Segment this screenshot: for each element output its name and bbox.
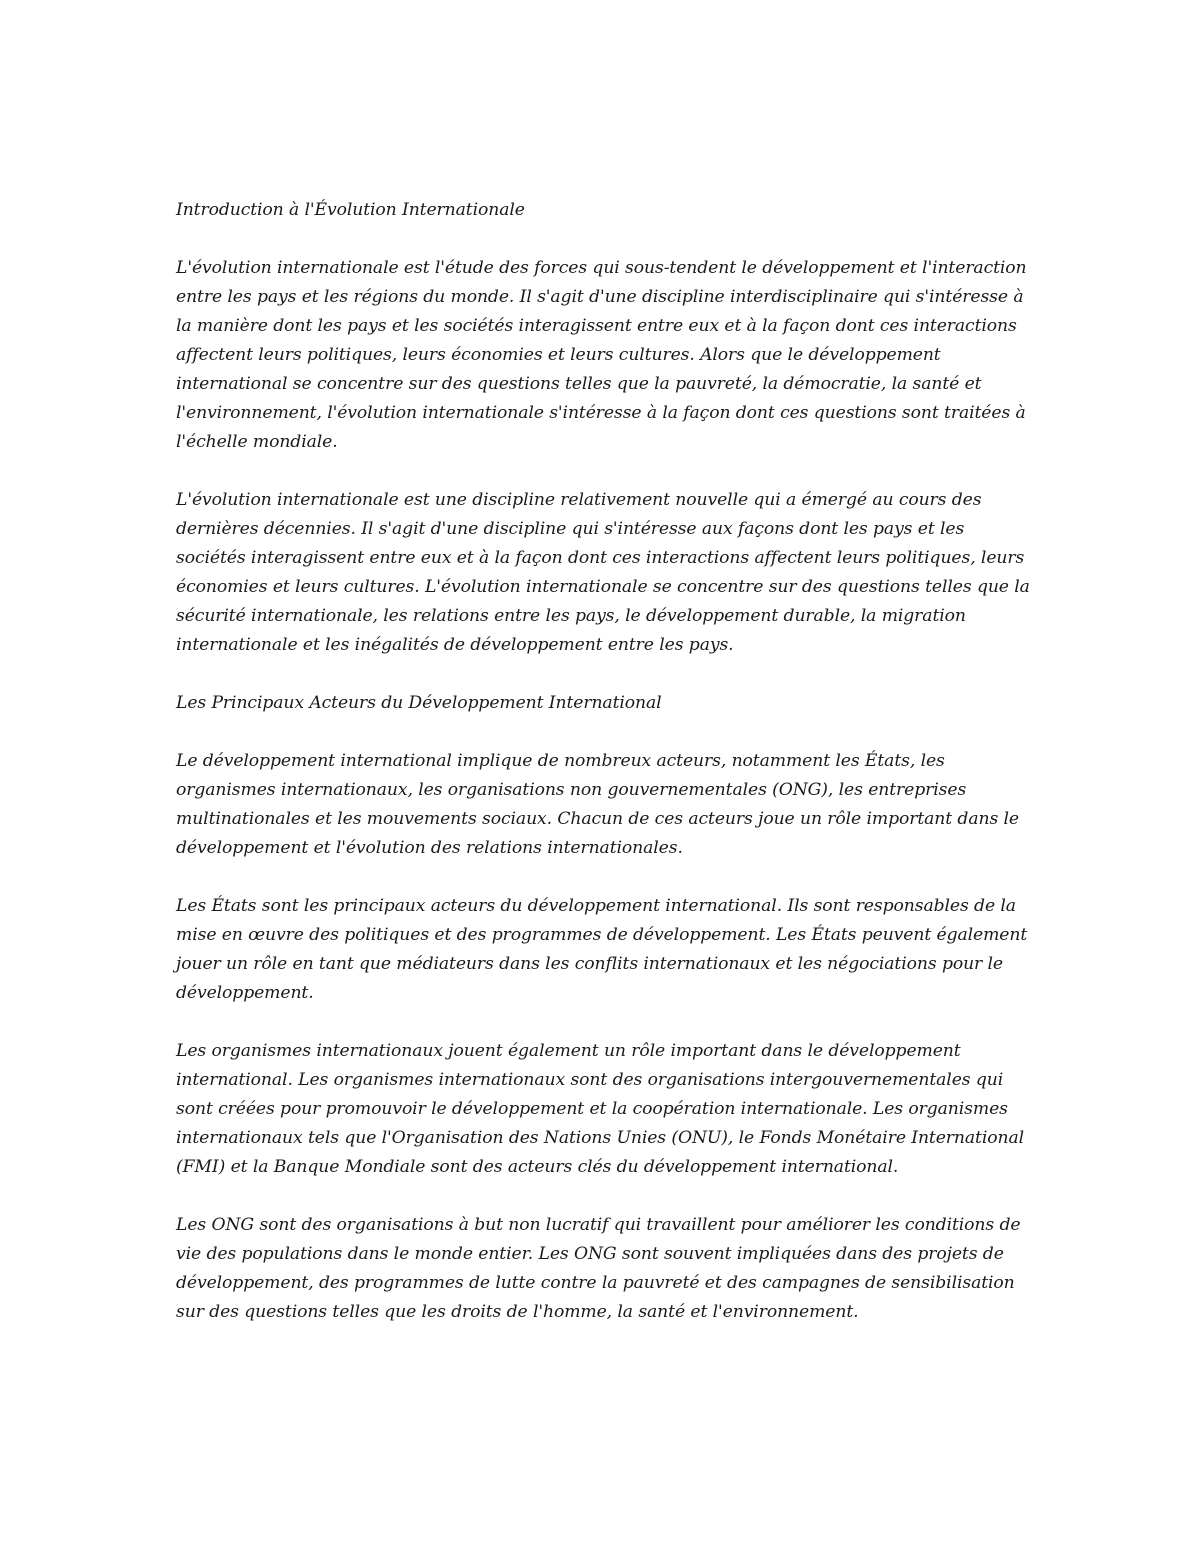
document-page	[176, 196, 1036, 1356]
paragraph-actors-overview: Le développement international implique de nombreux acteurs, notamment les États, les organismes internationaux, les organisations non gouvernementales (ONG), les entreprises multinationales et les mouvements sociaux. Chacun de ces acteurs joue un rôle important dans le développement et l'évolution des relations internationales.	[176, 751, 1019, 858]
paragraph-definition: L'évolution internationale est l'étude des forces qui sous-tendent le développement et l'interaction entre les pays et les régions du monde. Il s'agit d'une discipline interdisciplinaire qui s'intéresse à la manière dont les pays et les sociétés interagissent entre eux et à la façon dont ces interactions affectent leurs politiques, leurs économies et leurs cultures. Alors que le développement international se concentre sur des questions telles que la pauvreté, la démocratie, la santé et l'environnement, l'évolution internationale s'intéresse à la façon dont ces questions sont traitées à l'échelle mondiale.	[176, 258, 1027, 452]
section-heading-introduction: Introduction à l'Évolution Internationale	[176, 200, 525, 220]
paragraph-new-discipline: L'évolution internationale est une discipline relativement nouvelle qui a émergé au cours des dernières décennies. Il s'agit d'une discipline qui s'intéresse aux façons dont les pays et les sociétés interagissent entre eux et à la façon dont ces interactions affectent leurs politiques, leurs économies et leurs cultures. L'évolution internationale se concentre sur des questions telles que la sécurité internationale, les relations entre les pays, le développement durable, la migration internationale et les inégalités de développement entre les pays.	[176, 490, 1030, 655]
paragraph-states: Les États sont les principaux acteurs du développement international. Ils sont responsables de la mise en œuvre des politiques et des programmes de développement. Les États peuvent également jouer un rôle en tant que médiateurs dans les conflits internationaux et les négociations pour le développement.	[176, 896, 1028, 1003]
paragraph-ngos: Les ONG sont des organisations à but non lucratif qui travaillent pour améliorer les conditions de vie des populations dans le monde entier. Les ONG sont souvent impliquées dans des projets de développement, des programmes de lutte contre la pauvreté et des campagnes de sensibilisation sur des questions telles que les droits de l'homme, la santé et l'environnement.	[176, 1215, 1021, 1322]
section-heading-actors: Les Principaux Acteurs du Développement International	[176, 693, 662, 713]
paragraph-international-organizations: Les organismes internationaux jouent également un rôle important dans le développement international. Les organismes internationaux sont des organisations intergouvernementales qui sont créées pour promouvoir le développement et la coopération internationale. Les organismes internationaux tels que l'Organisation des Nations Unies (ONU), le Fonds Monétaire International (FMI) et la Banque Mondiale sont des acteurs clés du développement international.	[176, 1041, 1024, 1177]
